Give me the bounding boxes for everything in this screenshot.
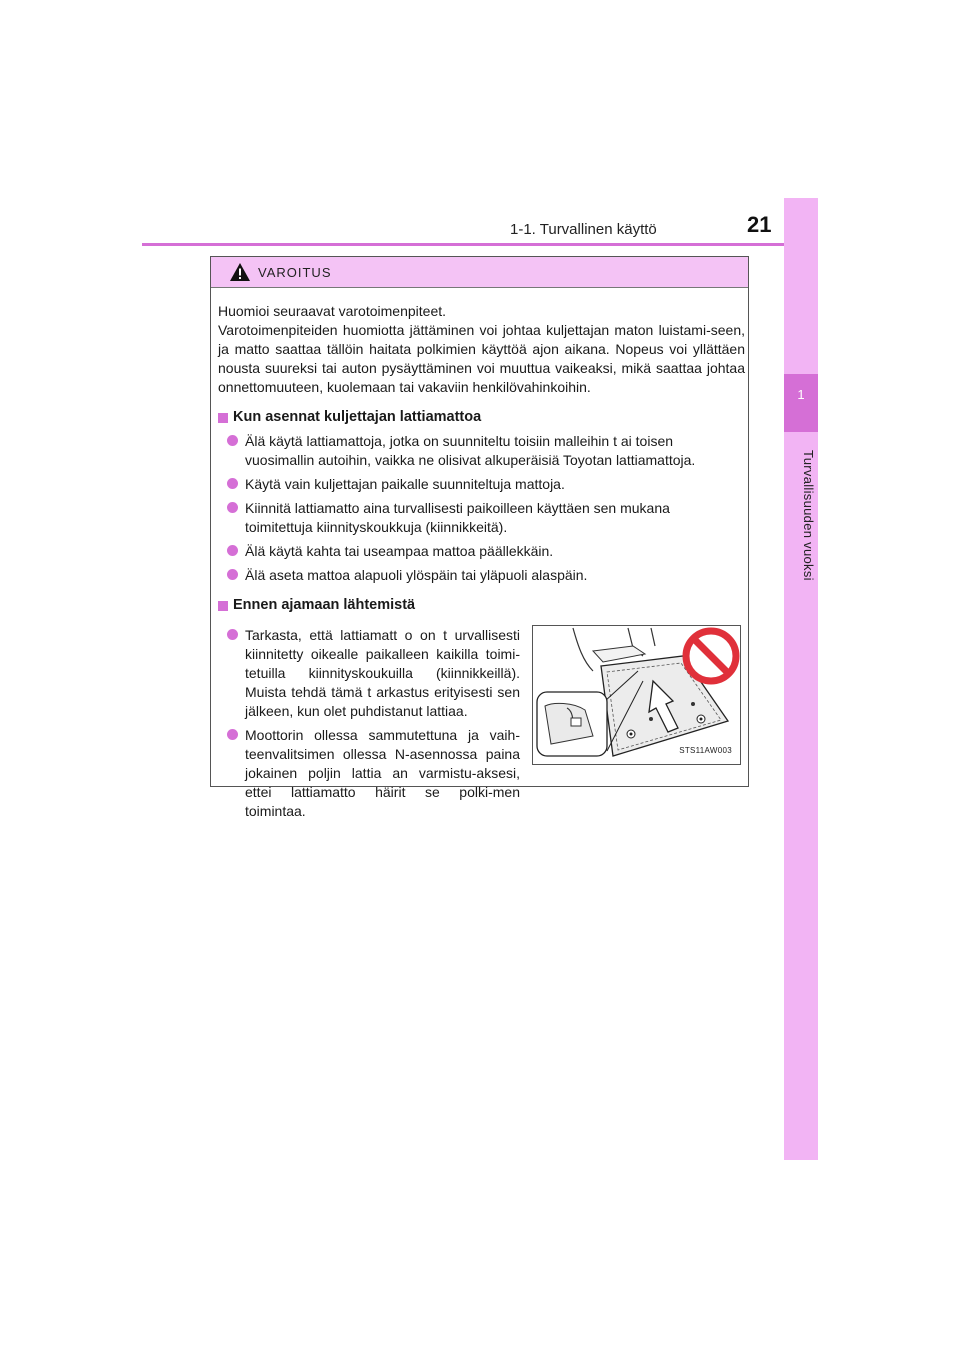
heading-square-icon [218,413,228,423]
chapter-title: Turvallisuuden vuoksi [801,450,816,581]
bullet-dot-icon [227,629,241,643]
chapter-side-tab [784,198,818,1160]
floor-mat-illustration [532,625,741,765]
list-item: Moottorin ollessa sammutettuna ja vaih-teenvalitsimen ollessa N-asennossa paina jokainen poljin lattia an varmistu-aksesi, ettei lattiamatto häirit se polki-men toimintaa. [218,726,520,821]
chapter-number: 1 [797,387,805,402]
list-item: Älä aseta mattoa alapuoli ylöspäin tai yläpuoli alaspäin. [218,566,745,585]
warning-label: VAROITUS [258,264,332,280]
warning-box [210,256,749,819]
bullet-dot-icon [227,478,241,492]
bullet-dot-icon [227,502,241,516]
list-item: Älä käytä kahta tai useampaa mattoa päällekkäin. [218,542,745,561]
section-title: 1-1. Turvallinen käyttö [510,221,657,238]
list-item: Tarkasta, että lattiamatt o on t urvallisesti kiinnitetty oikealle paikalleen kaikilla toimi-tetuilla kiinnityskoukuilla (kiinnikkeillä). Muista tehdä tämä t arkastus erityisesti sen jälkeen, kun olet puhdistanut lattiaa. [218,626,520,721]
list-item: Kiinnitä lattiamatto aina turvallisesti paikoilleen käyttäen sen mukana toimitettuja kiinnityskoukkuja (kiinnikkeitä). [218,499,745,537]
warning-header [211,257,748,288]
warning-intro [218,302,745,397]
bullet-dot-icon [227,569,241,583]
bullet-dot-icon [227,435,241,449]
intro-paragraph: Varotoimenpiteiden huomiotta jättäminen voi johtaa kuljettajan maton luistami-seen, ja matto saattaa tällöin haitata polkimien käyttöä ajon aikana. Nopeus voi yllättäen nousta suureksi tai auton pysäyttäminen voi muuttua vaikeaksi, mikä saattaa johtaa onnettomuuteen, kuolemaan tai vakaviin henkilövahinkoihin. [218,322,745,395]
warning-triangle-icon [229,262,251,282]
page-number: 21 [747,212,772,237]
list-item: Älä käytä lattiamattoja, jotka on suunniteltu toisiin malleihin t ai toisen vuosimallin autoihin, vaikka ne olisivat alkuperäisiä Toyotan lattiamattoja. [218,432,745,470]
warning-content [218,302,745,821]
bullet-dot-icon [227,729,241,743]
before-driving-block [218,621,745,821]
list-item: Käytä vain kuljettajan paikalle suunniteltuja mattoja. [218,475,745,494]
heading-square-icon [218,601,228,611]
section-heading-install: Kun asennat kuljettajan lattiamattoa [218,408,745,427]
header-rule [142,243,818,246]
section-heading-before-driving: Ennen ajamaan lähtemistä [218,596,745,615]
intro-line: Huomioi seuraavat varotoimenpiteet. [218,303,447,319]
figure-code: STS11AW003 [679,746,732,755]
bullet-dot-icon [227,545,241,559]
chapter-number-tab [784,374,818,432]
